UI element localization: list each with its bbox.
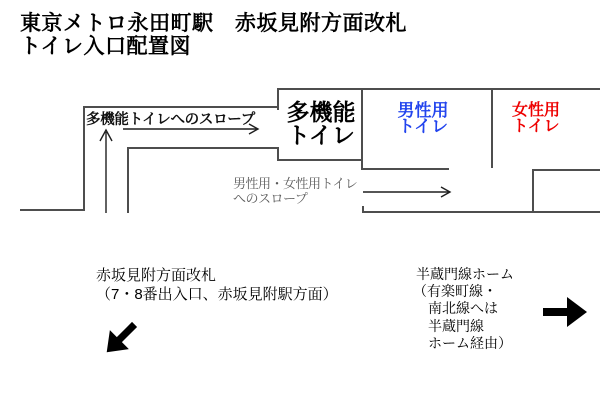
womens-toilet-label [498,103,574,135]
multifunction-slope-label: 多機能トイレへのスロープ [86,112,255,128]
mens-womens-slope-label-line2: へのスロープ [233,190,308,206]
wall [20,209,84,211]
wall [362,206,364,213]
wall [361,168,449,170]
gate-label-line2: （7・8番出入口、赤坂見附駅方面） [96,285,338,303]
wall [277,88,600,90]
wall [277,159,363,161]
platform-label-line3: 南北線へは [428,300,498,317]
wall [83,106,85,211]
wall [127,147,129,213]
platform-label-line4: 半蔵門線 [428,317,484,334]
right-arrow-icon [362,184,456,200]
wall [491,88,493,168]
mens-toilet-label-line1: 男性用 [397,101,449,120]
platform-label-line5: ホーム経由） [428,334,512,351]
page-title-line1: 東京メトロ永田町駅 赤坂見附方面改札 [20,12,407,35]
wall [362,211,600,213]
bold-down-left-arrow-icon [93,312,147,366]
mens-womens-slope-label [233,177,357,206]
gate-label-line1: 赤坂見附方面改札 [96,267,217,284]
right-arrow-icon [123,121,263,137]
wall [532,169,534,213]
gate-label [96,267,338,304]
multifunction-toilet-label [279,101,363,147]
up-arrow-icon [98,128,114,214]
page-title [20,12,407,58]
bold-right-arrow-icon [543,293,589,331]
platform-label [413,266,514,352]
page-title-line2: トイレ入口配置図 [20,35,191,58]
mens-womens-slope-label-line1: 男性用・女性用トイレ [233,176,358,191]
platform-label-line1: 半蔵門線ホーム [416,266,514,282]
wall [532,169,600,171]
mens-toilet-label-line2: トイレ [397,117,449,136]
multifunction-toilet-label-line2: トイレ [287,122,355,148]
multifunction-toilet-label-line1: 多機能 [286,99,356,125]
womens-toilet-label-line1: 女性用 [511,102,560,119]
mens-toilet-label [385,103,461,135]
wall [127,147,279,149]
womens-toilet-label-line2: トイレ [512,118,560,135]
platform-label-line2: （有楽町線・ [413,283,497,300]
